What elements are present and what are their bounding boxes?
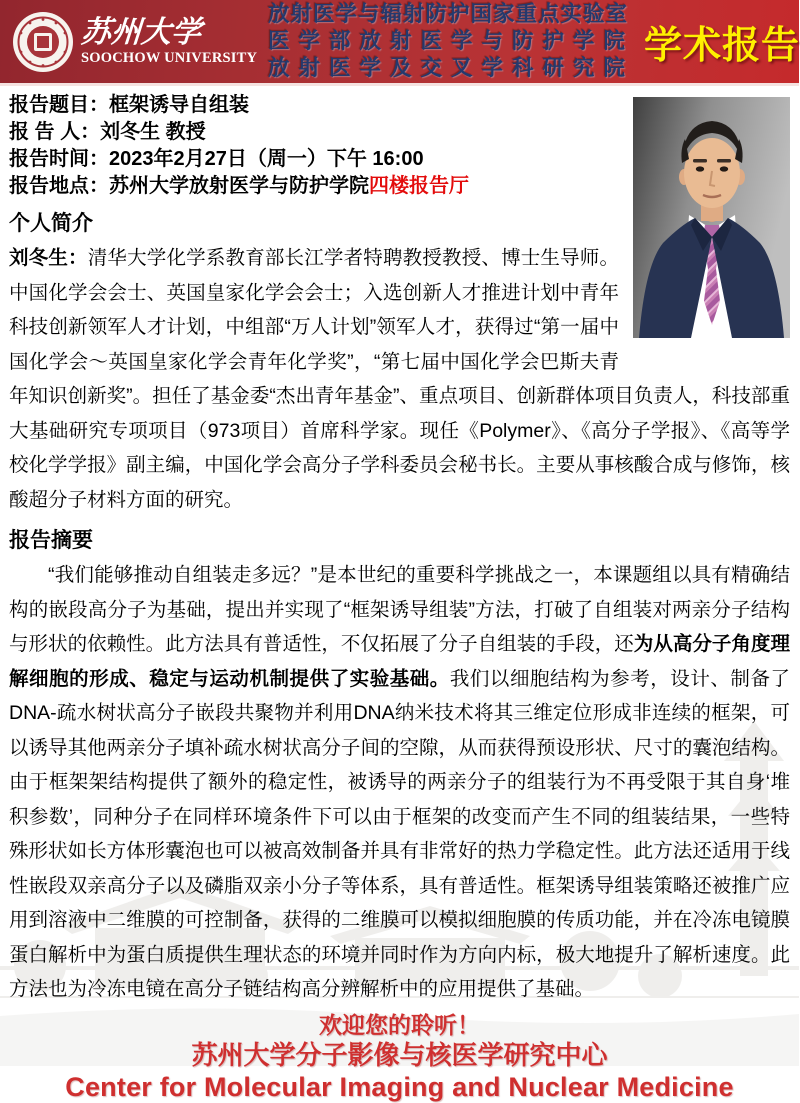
info-title-label: 报告题目： [9,94,109,116]
department-line-3: 放射医学及交叉学科研究院 [268,56,635,80]
university-brand [12,11,268,73]
speaker-photo [633,97,790,338]
info-title-value: 框架诱导自组装 [109,94,249,116]
seminar-badge: 学术报告 [644,25,800,67]
bio-text: 清华大学化学系教育部长江学者特聘教授教授、博士生导师。中国化学会会士、英国皇家化学会会士；入选创新人才推进计划中青年科技创新领军人才计划，中组部“万人计划”领军人才，获得过“第一届中国化学会～英国皇家化学会青年化学奖”，“第七届中国化学会巴斯夫青年知识创新奖”。担任了基金委“杰出青年基金”、重点项目、创新群体项目负责人，科技部重大基础研究专项项目（973项目）首席科学家。现任《Polymer》、《高分子学报》、《高等学校化学学报》副主编，中国化学会高分子学科委员会秘书长。主要从事核酸合成与修饰，核酸超分子材料方面的研究。 [9,247,790,511]
abstract-text-post: 我们以细胞结构为参考，设计、制备了DNA-疏水树状高分子嵌段共聚物并利用DNA纳米技术将其三维定位形成非连续的框架，可以诱导其他两亲分子填补疏水树状高分子间的空隙，从而获得预设形状、尺寸的囊泡结构。由于框架架结构提供了额外的稳定性，被诱导的两亲分子的组装行为不再受限于其自身‘堆积参数’，同种分子在同样环境条件下可以由于框架的改变而产生不同的组装结果，一些特殊形状如长方体形囊泡也可以被高效制备并具有非常好的热力学稳定性。此方法还适用于线性嵌段双亲高分子以及磷脂双亲小分子等体系，具有普适性。框架诱导组装策略还被推广应用到溶液中二维膜的可控制备，获得的二维膜可以模拟细胞膜的传质功能，并在冷冻电镜膜蛋白解析中为蛋白质提供生理状态的环境并同时作为方向内标，极大地提升了解析速度。此方法也为冷冻电镜在高分子链结构高分辨解析中的应用提供了基础。 [9,667,790,1000]
university-names [81,17,257,66]
abstract-text-bold: 为从高分子角度理解细胞的形成、稳定与运动机制提供了实验基础。 [9,633,790,690]
abstract-text-pre: “我们能够推动自组装走多远？”是本世纪的重要科学挑战之一，本课题组以具有精确结构的嵌段高分子为基础，提出并实现了“框架诱导组装”方法，打破了自组装对两亲分子结构与形状的依赖性。此方法具有普适性，不仅拓展了分子自组装的手段，还 [9,564,790,655]
abstract-heading: 报告摘要 [9,529,93,552]
poster-content [0,86,799,1103]
university-name-en: SOOCHOW UNIVERSITY [81,49,258,66]
university-seal-logo [12,11,74,73]
info-speaker-label: 报 告 人： [9,121,101,143]
university-name-cn: 苏州大学 [79,15,203,51]
footer-center-en: Center for Molecular Imaging and Nuclear Medicine [65,1071,734,1102]
info-time-label: 报告时间： [9,148,109,170]
info-venue-label: 报告地点： [9,175,109,197]
info-venue-value: 苏州大学放射医学与防护学院 [109,175,369,197]
department-line-1: 放射医学与辐射防护国家重点实验室 [268,2,629,26]
info-venue-highlight: 四楼报告厅 [369,175,469,197]
footer-welcome: 欢迎您的聆听！ [319,1011,480,1038]
footer-block [9,1011,790,1103]
abstract-paragraph [9,558,790,1007]
bio-speaker-name: 刘冬生： [9,247,88,269]
department-titles [268,1,644,82]
department-line-2: 医学部放射医学与防护学院 [268,29,635,53]
info-time-value: 2023年2月27日（周一）下午 16:00 [109,148,424,170]
footer-center-cn: 苏州大学分子影像与核医学研究中心 [191,1039,608,1070]
bio-heading: 个人简介 [9,212,93,235]
info-speaker-value: 刘冬生 教授 [100,121,206,143]
header-banner [0,0,799,86]
